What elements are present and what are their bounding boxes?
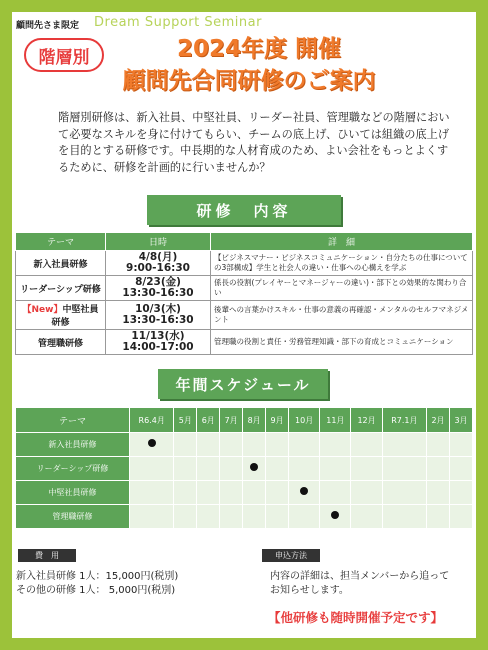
schedule-dot-marker [331, 511, 339, 519]
schedule-month-header: 5月 [174, 408, 197, 433]
course-header-date: 日時 [106, 233, 211, 251]
schedule-month-header: 8月 [243, 408, 266, 433]
schedule-dot-marker [148, 439, 156, 447]
page-title-year: 2024年度 開催 [176, 36, 342, 62]
schedule-cell [174, 481, 197, 505]
schedule-cell [243, 481, 266, 505]
schedule-cell [351, 505, 382, 529]
schedule-section-banner: 年間スケジュール [158, 369, 328, 399]
schedule-cell [382, 457, 426, 481]
schedule-cell [382, 481, 426, 505]
schedule-cell [243, 433, 266, 457]
schedule-cell [449, 481, 472, 505]
schedule-cell [174, 433, 197, 457]
schedule-dot-marker [250, 463, 258, 471]
schedule-cell [266, 505, 289, 529]
table-row [16, 433, 473, 457]
course-time: 13:30-16:30 [122, 287, 194, 299]
schedule-cell [220, 457, 243, 481]
schedule-row-name: 中堅社員研修 [16, 481, 130, 505]
schedule-month-header: 7月 [220, 408, 243, 433]
schedule-cell [351, 433, 382, 457]
schedule-cell [243, 505, 266, 529]
course-name: 新入社員研修 [33, 259, 88, 270]
schedule-cell [130, 481, 174, 505]
schedule-cell [427, 481, 450, 505]
schedule-month-header: R6.4月 [130, 408, 174, 433]
schedule-cell [197, 505, 220, 529]
course-detail: 係長の役割(プレイヤーとマネージャーの違い)・部下との効果的な関わり合い [211, 276, 473, 301]
page-title-main: 顧問先合同研修のご案内 [122, 68, 376, 94]
schedule-month-header: 10月 [289, 408, 320, 433]
schedule-cell [220, 505, 243, 529]
brand-title: Dream Support Seminar [94, 15, 262, 30]
schedule-cell [320, 457, 351, 481]
schedule-row-name: 新入社員研修 [16, 433, 130, 457]
schedule-month-header: 9月 [266, 408, 289, 433]
schedule-cell [351, 481, 382, 505]
schedule-cell [266, 481, 289, 505]
apply-line-1: 内容の詳細は、担当メンバーから追って [270, 571, 450, 582]
course-time: 13:30-16:30 [122, 314, 194, 326]
schedule-cell [289, 457, 320, 481]
schedule-cell [289, 481, 320, 505]
schedule-cell [427, 457, 450, 481]
fee-line-other: その他の研修 1人： 5,000円(税別) [16, 585, 176, 596]
category-badge: 階層別 [24, 38, 104, 72]
schedule-row-name: 管理職研修 [16, 505, 130, 529]
schedule-cell [427, 505, 450, 529]
apply-block [270, 570, 449, 598]
course-table [15, 232, 473, 355]
schedule-cell [220, 433, 243, 457]
course-name: 中堅社員研修 [51, 305, 99, 328]
table-row [16, 301, 473, 330]
schedule-cell [266, 457, 289, 481]
table-row [16, 457, 473, 481]
schedule-table [15, 407, 473, 529]
schedule-cell [197, 433, 220, 457]
table-row [16, 505, 473, 529]
course-header-theme: テーマ [16, 233, 106, 251]
schedule-cell [351, 457, 382, 481]
fee-line-new-employee: 新入社員研修 1人：15,000円(税別) [16, 571, 179, 582]
course-date: 8/23(金) [135, 276, 181, 288]
schedule-cell [197, 457, 220, 481]
course-section-banner: 研修 内容 [147, 195, 341, 225]
schedule-cell [427, 433, 450, 457]
schedule-cell [266, 433, 289, 457]
schedule-month-header: R7.1月 [382, 408, 426, 433]
fee-label: 費 用 [18, 549, 76, 562]
schedule-cell [320, 505, 351, 529]
schedule-cell [449, 433, 472, 457]
schedule-dot-marker [300, 487, 308, 495]
new-tag: 【New】 [22, 305, 63, 315]
schedule-cell [197, 481, 220, 505]
more-courses-note: 【他研修も随時開催予定です】 [268, 610, 444, 625]
fee-block [16, 570, 178, 598]
schedule-month-header: 6月 [197, 408, 220, 433]
course-time: 14:00-17:00 [122, 341, 194, 353]
course-name: 管理職研修 [37, 338, 83, 349]
course-detail: 後輩への言葉かけスキル・仕事の意義の再確認・メンタルのセルフマネジメント [211, 301, 473, 330]
schedule-month-header: 3月 [449, 408, 472, 433]
schedule-month-header: 12月 [351, 408, 382, 433]
course-time: 9:00-16:30 [126, 262, 190, 274]
schedule-header-theme: テーマ [16, 408, 130, 433]
course-detail: 管理職の役割と責任・労務管理知識・部下の育成とコミュニケーション [211, 330, 473, 355]
schedule-month-header: 2月 [427, 408, 450, 433]
schedule-cell [449, 505, 472, 529]
table-row [16, 330, 473, 355]
course-name: リーダーシップ研修 [20, 284, 101, 295]
schedule-month-header: 11月 [320, 408, 351, 433]
schedule-cell [449, 457, 472, 481]
schedule-cell [382, 433, 426, 457]
schedule-cell [382, 505, 426, 529]
client-only-tag: 顧問先さま限定 [16, 21, 80, 31]
schedule-cell [320, 481, 351, 505]
schedule-cell [220, 481, 243, 505]
schedule-row-name: リーダーシップ研修 [16, 457, 130, 481]
schedule-cell [320, 433, 351, 457]
course-date: 4/8(月) [138, 251, 178, 263]
apply-label: 申込方法 [262, 549, 320, 562]
course-date: 10/3(木) [135, 303, 181, 315]
schedule-cell [289, 505, 320, 529]
schedule-cell [130, 457, 174, 481]
course-header-detail: 詳 細 [211, 233, 473, 251]
schedule-cell [174, 457, 197, 481]
table-row [16, 251, 473, 276]
apply-line-2: お知らせします。 [270, 585, 349, 596]
course-detail: 【ビジネスマナー・ビジネスコミュニケーション・自分たちの仕事についての3部構成】学生と社会人の違い・仕事への心構えを学ぶ [211, 251, 473, 276]
schedule-cell [130, 505, 174, 529]
table-row [16, 276, 473, 301]
table-row [16, 481, 473, 505]
schedule-cell [130, 433, 174, 457]
intro-paragraph: 階層別研修は、新入社員、中堅社員、リーダー社員、管理職などの階層において必要なスキルを身に付けてもらい、チームの底上げ、ひいては組織の底上げを目的とする研修です。中長期的な人材育成のため、よい会社をもっとよくするために、研修を計画的に行いませんか？ [58, 111, 450, 174]
schedule-cell [243, 457, 266, 481]
schedule-cell [174, 505, 197, 529]
course-date: 11/13(水) [131, 330, 185, 342]
schedule-cell [289, 433, 320, 457]
